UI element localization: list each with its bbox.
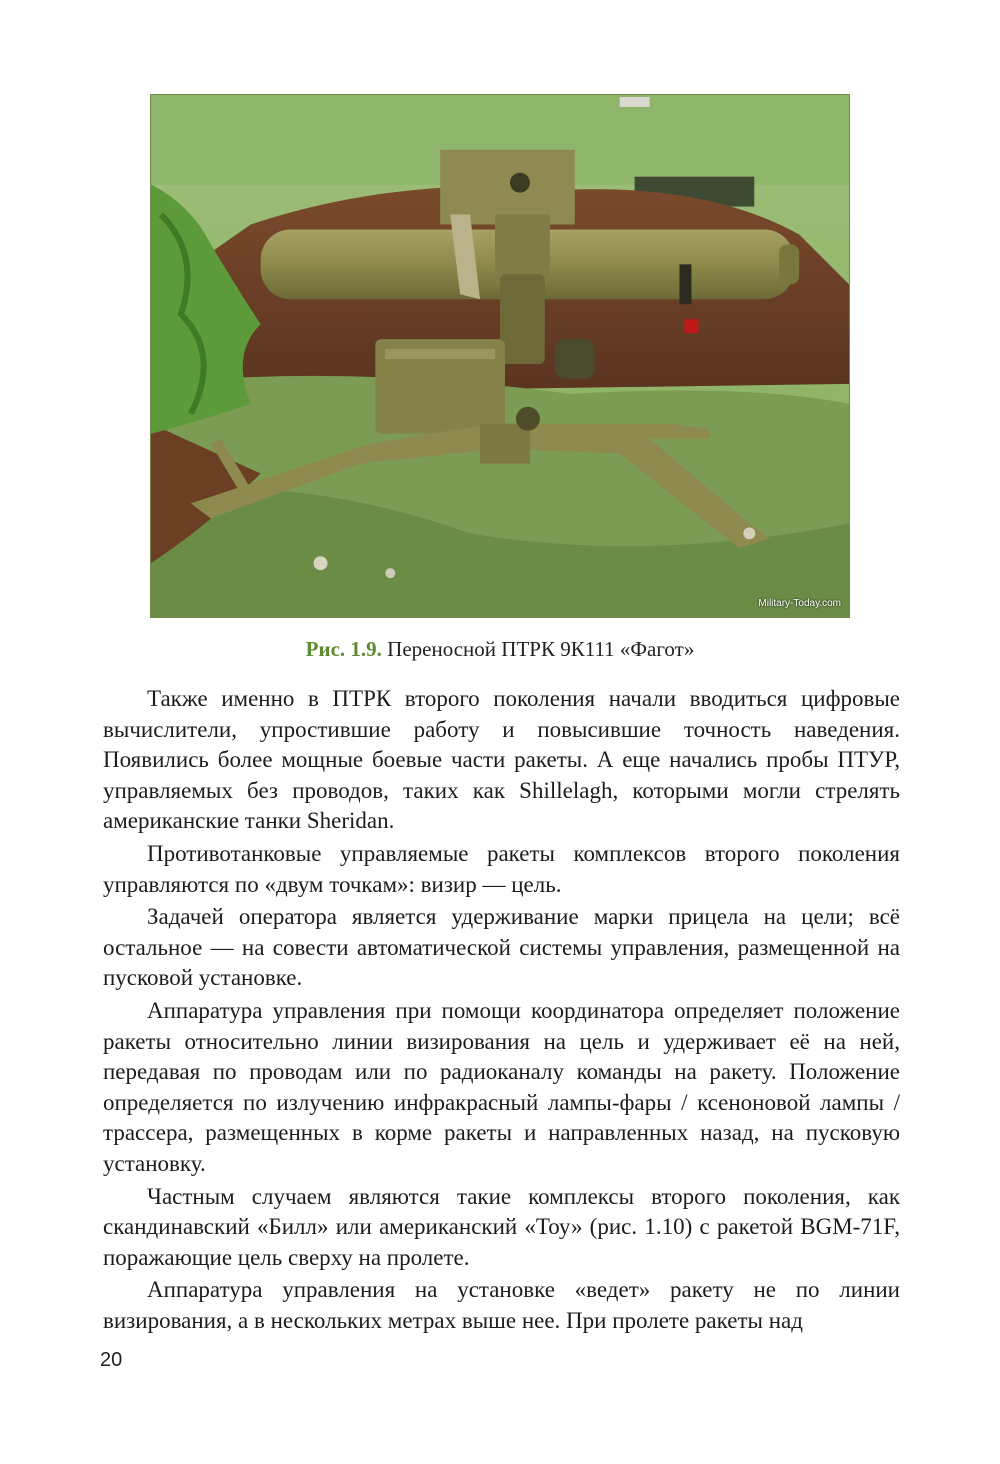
page-number: 20 <box>100 1349 123 1371</box>
body-text <box>103 684 900 1338</box>
paragraph: Частным случаем являются такие комплексы второго поколения, как скандинавский «Билл» или американский «Тоу» (рис. 1.10) с ракетой BGM-71F, поражающие цель сверху на пролете. <box>103 1183 900 1270</box>
figure-photo <box>150 94 850 618</box>
atgm-launcher-illustration <box>151 95 849 617</box>
paragraph: Также именно в ПТРК второго поколения начали вводиться цифровые вычислители, упростившие работу и повысившие точность наведения. Появились более мощные боевые части ракеты. А еще начались пробы ПТУР, управляемых без проводов, таких как Shillelagh, которыми могли стрелять американские танки Sheridan. <box>103 686 900 834</box>
figure-label: Рис. 1.9. <box>305 637 382 661</box>
paragraph: Аппаратура управления на установке «ведет» ракету не по линии визирования, а в нескольких метрах выше нее. При пролете ракеты над <box>103 1277 900 1333</box>
paragraph: Задачей оператора является удерживание марки прицела на цели; всё остальное — на совести автоматической системы управления, размещенной на пусковой установке. <box>103 904 900 991</box>
figure-caption <box>0 634 1000 664</box>
figure-caption-text: Переносной ПТРК 9К111 «Фагот» <box>381 637 695 661</box>
paragraph: Аппаратура управления при помощи координатора определяет положение ракеты относительно линии визирования на цель и удерживает её на ней, передавая по проводам или по радиоканалу команды на ракету. Положение определяется по излучению инфракрасный лампы-фары / ксеноновой лампы / трассера, размещенных в корме ракеты и направленных назад, на пусковую установку. <box>103 997 900 1176</box>
photo-credit: Military-Today.com <box>758 598 841 609</box>
paragraph: Противотанковые управляемые ракеты комплексов второго поколения управляются по «двум точкам»: визир — цель. <box>103 840 900 897</box>
